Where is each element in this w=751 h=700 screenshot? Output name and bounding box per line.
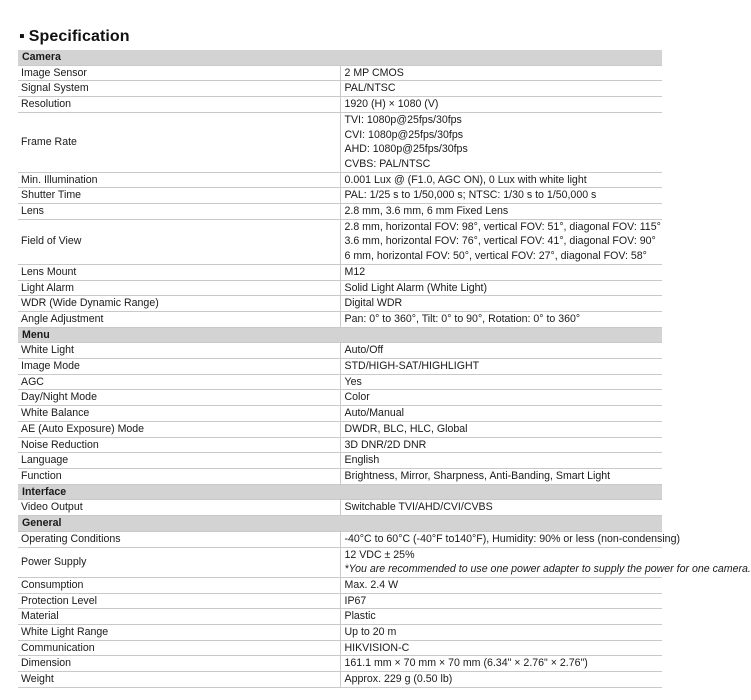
spec-value-line: 1920 (H) × 1080 (V) [344,98,439,111]
spec-value [340,672,662,688]
spec-row-field-of-view [18,219,662,264]
spec-label: Weight [18,672,340,688]
spec-value [340,531,680,547]
spec-value-line: -40°C to 60°C (-40°F to140°F), Humidity: 90% or less (non-condensing) [344,532,680,545]
spec-row-ae-auto-exposure-mode [18,421,662,437]
spec-row-consumption [18,577,662,593]
spec-row-day-night-mode [18,390,662,406]
spec-row-image-sensor [18,65,662,81]
spec-value [340,280,662,296]
spec-value [340,264,662,280]
spec-label: Angle Adjustment [18,311,340,327]
spec-label: Shutter Time [18,188,340,204]
spec-value-line: Approx. 229 g (0.50 lb) [344,673,453,686]
spec-value [340,406,662,422]
spec-value-line: 6 mm, horizontal FOV: 50°, vertical FOV: 27°, diagonal FOV: 58° [344,250,647,263]
spec-value [340,172,662,188]
spec-value-line: Max. 2.4 W [344,578,399,591]
spec-value-line: DWDR, BLC, HLC, Global [344,422,468,435]
spec-row-material [18,609,662,625]
spec-value [340,296,662,312]
spec-value [340,343,662,359]
spec-label: Min. Illumination [18,172,340,188]
spec-value-line: Auto/Off [344,344,384,357]
spec-label: Operating Conditions [18,531,340,547]
spec-value-line: 3D DNR/2D DNR [344,438,427,451]
spec-label: Power Supply [18,547,340,577]
spec-label: Day/Night Mode [18,390,340,406]
spec-value-line: CVBS: PAL/NTSC [344,157,431,170]
spec-value-line: Brightness, Mirror, Sharpness, Anti-Banding, Smart Light [344,469,611,482]
spec-value-line: Solid Light Alarm (White Light) [344,281,487,294]
spec-value [340,97,662,113]
spec-row-power-supply [18,547,662,577]
spec-value [340,421,662,437]
spec-value [340,437,662,453]
spec-label: Image Sensor [18,65,340,81]
section-header-camera [18,50,662,65]
spec-row-language [18,453,662,469]
spec-value [340,500,662,516]
spec-value-line: M12 [344,265,366,278]
spec-label: Video Output [18,500,340,516]
page-title [19,28,130,46]
spec-value-line: Color [344,391,370,404]
spec-value [340,593,662,609]
section-header-interface [18,484,662,500]
spec-value-line: Switchable TVI/AHD/CVI/CVBS [344,501,493,514]
section-header-general [18,516,662,532]
spec-value-line: Plastic [344,610,376,623]
spec-value-line: 161.1 mm × 70 mm × 70 mm (6.34" × 2.76" × 2.76") [344,657,588,670]
spec-label: Lens Mount [18,264,340,280]
spec-label: Lens [18,204,340,220]
spec-value-line: 3.6 mm, horizontal FOV: 76°, vertical FOV: 41°, diagonal FOV: 90° [344,235,656,248]
spec-value-line: Pan: 0° to 360°, Tilt: 0° to 90°, Rotation: 0° to 360° [344,312,581,325]
specification-table [18,50,751,688]
spec-value-line: Yes [344,375,362,388]
spec-value-line: PAL/NTSC [344,82,396,95]
spec-label: Resolution [18,97,340,113]
section-title: Interface [18,484,662,500]
spec-label: Noise Reduction [18,437,340,453]
spec-label: Protection Level [18,593,340,609]
spec-value [340,656,662,672]
spec-value [340,640,662,656]
spec-row-noise-reduction [18,437,662,453]
spec-row-video-output [18,500,662,516]
spec-value [340,81,662,97]
spec-value-line: IP67 [344,594,367,607]
spec-value [340,625,662,641]
title-text: Specification [28,28,130,45]
spec-row-image-mode [18,359,662,375]
spec-row-wdr-wide-dynamic-range [18,296,662,312]
spec-label: White Light [18,343,340,359]
spec-label: Field of View [18,219,340,264]
spec-row-dimension [18,656,662,672]
spec-label: Material [18,609,340,625]
spec-value-line: 0.001 Lux @ (F1.0, AGC ON), 0 Lux with white light [344,173,587,186]
spec-label: Consumption [18,577,340,593]
spec-value [340,65,662,81]
spec-value-line: Up to 20 m [344,626,397,639]
spec-row-white-light-range [18,625,662,641]
spec-value-line: Auto/Manual [344,407,404,420]
spec-value-line: CVI: 1080p@25fps/30fps [344,128,464,141]
section-header-menu [18,327,662,343]
bullet-icon: ▪ [19,28,25,45]
spec-value [340,374,662,390]
spec-value [340,359,662,375]
spec-value [340,112,662,172]
spec-value [340,547,751,577]
spec-value [340,188,662,204]
spec-value [340,204,662,220]
spec-row-angle-adjustment [18,311,662,327]
spec-row-lens [18,204,662,220]
spec-label: Signal System [18,81,340,97]
spec-value [340,390,662,406]
spec-label: AE (Auto Exposure) Mode [18,421,340,437]
spec-value-line: PAL: 1/25 s to 1/50,000 s; NTSC: 1/30 s to 1/50,000 s [344,189,597,202]
spec-label: White Balance [18,406,340,422]
section-title: Camera [18,50,662,65]
spec-row-light-alarm [18,280,662,296]
spec-value-line: 2 MP CMOS [344,66,404,79]
spec-label: AGC [18,374,340,390]
spec-row-communication [18,640,662,656]
spec-row-lens-mount [18,264,662,280]
spec-value-line: 2.8 mm, horizontal FOV: 98°, vertical FOV: 51°, diagonal FOV: 115° [344,220,661,233]
spec-value-line: TVI: 1080p@25fps/30fps [344,113,462,126]
spec-value-line: HIKVISION-C [344,641,410,654]
spec-value-line: 12 VDC ± 25% [344,548,415,561]
spec-note: *You are recommended to use one power adapter to supply the power for one camera. [344,563,751,576]
spec-label: White Light Range [18,625,340,641]
section-title: General [18,516,662,532]
spec-label: Dimension [18,656,340,672]
spec-row-white-balance [18,406,662,422]
spec-value-line: STD/HIGH-SAT/HIGHLIGHT [344,360,480,373]
spec-label: Frame Rate [18,112,340,172]
spec-row-white-light [18,343,662,359]
spec-row-shutter-time [18,188,662,204]
spec-value [340,219,662,264]
spec-label: Image Mode [18,359,340,375]
spec-row-agc [18,374,662,390]
spec-row-signal-system [18,81,662,97]
spec-row-operating-conditions [18,531,662,547]
spec-label: Function [18,468,340,484]
spec-value [340,468,662,484]
spec-row-min-illumination [18,172,662,188]
spec-label: WDR (Wide Dynamic Range) [18,296,340,312]
spec-label: Communication [18,640,340,656]
spec-value [340,577,662,593]
spec-value [340,609,662,625]
spec-row-protection-level [18,593,662,609]
spec-value-line: AHD: 1080p@25fps/30fps [344,143,468,156]
spec-value [340,453,662,469]
spec-row-function [18,468,662,484]
spec-label: Light Alarm [18,280,340,296]
spec-row-frame-rate [18,112,662,172]
spec-value-line: English [344,454,380,467]
spec-value-line: Digital WDR [344,297,403,310]
spec-value-line: 2.8 mm, 3.6 mm, 6 mm Fixed Lens [344,205,509,218]
spec-row-resolution [18,97,662,113]
spec-label: Language [18,453,340,469]
section-title: Menu [18,327,662,343]
spec-value [340,311,662,327]
spec-row-weight [18,672,662,688]
